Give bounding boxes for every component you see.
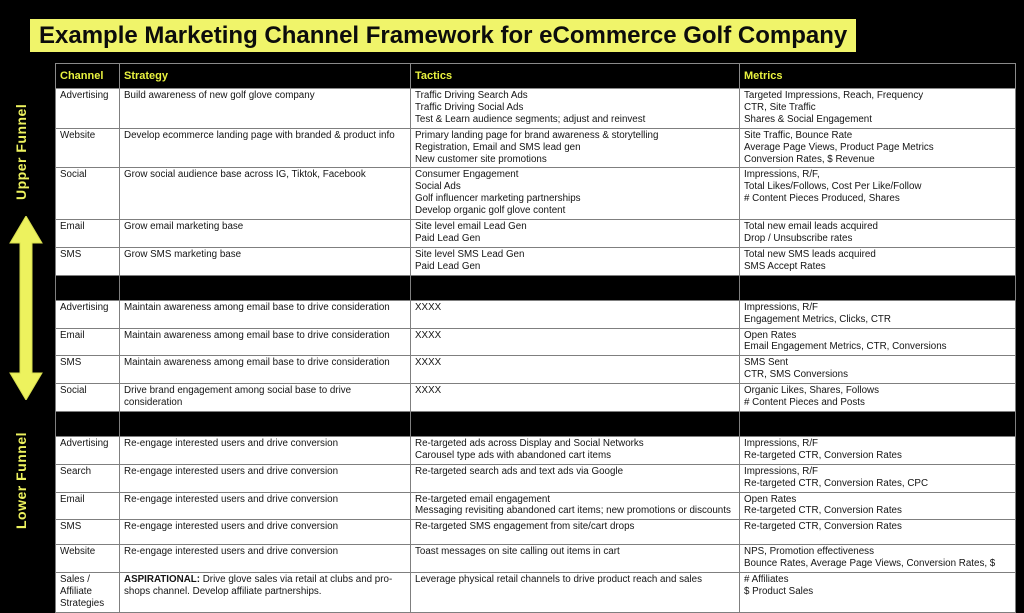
metrics-cell <box>740 545 1016 573</box>
metrics-cell <box>740 328 1016 356</box>
tactics-cell <box>411 384 740 412</box>
upper-funnel-row <box>56 220 1016 248</box>
cell-line: Paid Lead Gen <box>415 232 481 244</box>
channel-cell: SMS <box>56 520 120 545</box>
cell-line: Site Traffic, Bounce Rate <box>744 129 853 141</box>
strategy-cell: Re-engage interested users and drive conversion <box>120 436 411 464</box>
strategy-cell: Re-engage interested users and drive conversion <box>120 464 411 492</box>
tactics-cell <box>411 168 740 220</box>
cell-line: Traffic Driving Search Ads <box>415 90 528 101</box>
channel-cell: Email <box>56 328 120 356</box>
strategy-cell: Build awareness of new golf glove company <box>120 89 411 129</box>
cell-line: Develop organic golf glove content <box>415 205 566 217</box>
cell-line: SMS Sent <box>744 357 789 369</box>
cell-line: XXXX <box>415 329 442 341</box>
slide-title: Example Marketing Channel Framework for eCommerce Golf Company <box>30 19 856 52</box>
strategy-cell: Maintain awareness among email base to drive consideration <box>120 300 411 328</box>
channel-cell: Email <box>56 492 120 520</box>
cell-line: Drop / Unsubscribe rates <box>744 232 853 244</box>
upper-funnel-label: Upper Funnel <box>13 103 29 201</box>
mid-funnel-row <box>56 328 1016 356</box>
header-row <box>56 64 1016 89</box>
cell-line: Paid Lead Gen <box>415 260 481 272</box>
cell-line: XXXX <box>415 301 442 313</box>
column-header-tactics: Tactics <box>411 64 740 89</box>
upper-funnel-row <box>56 89 1016 129</box>
cell-line: Organic Likes, Shares, Follows <box>744 385 880 397</box>
cell-line: Shares & Social Engagement <box>744 113 872 125</box>
double-arrow-icon <box>9 216 43 400</box>
cell-line: Engagement Metrics, Clicks, CTR <box>744 313 891 325</box>
tactics-cell <box>411 356 740 384</box>
metrics-cell <box>740 168 1016 220</box>
lower-funnel-label: Lower Funnel <box>13 432 29 530</box>
cell-line: Traffic Driving Social Ads <box>415 101 524 113</box>
separator-cell <box>56 411 120 436</box>
cell-line: Impressions, R/F <box>744 301 819 313</box>
cell-line: Impressions, R/F <box>744 465 819 477</box>
channel-cell: Social <box>56 384 120 412</box>
metrics-cell <box>740 464 1016 492</box>
cell-line: Golf influencer marketing partnerships <box>415 193 581 205</box>
metrics-cell <box>740 128 1016 168</box>
lower-funnel-row <box>56 520 1016 545</box>
channel-cell: Sales / Affiliate Strategies <box>56 573 120 613</box>
cell-line: Impressions, R/F <box>744 437 819 449</box>
framework-table <box>55 63 1016 613</box>
cell-line: XXXX <box>415 357 442 369</box>
cell-line: Registration, Email and SMS lead gen <box>415 141 581 153</box>
cell-line: Re-targeted CTR, Conversion Rates <box>744 521 902 533</box>
cell-line: Re-targeted CTR, Conversion Rates <box>744 505 902 517</box>
lower-funnel-row <box>56 545 1016 573</box>
tactics-cell <box>411 128 740 168</box>
strategy-cell: Maintain awareness among email base to drive consideration <box>120 356 411 384</box>
section-separator-row <box>56 275 1016 300</box>
column-header-metrics: Metrics <box>740 64 1016 89</box>
tactics-cell <box>411 464 740 492</box>
cell-line: Re-targeted SMS engagement from site/cart drops <box>415 521 635 533</box>
upper-funnel-row <box>56 247 1016 275</box>
tactics-cell <box>411 573 740 613</box>
metrics-cell <box>740 436 1016 464</box>
cell-line: SMS Accept Rates <box>744 260 826 272</box>
strategy-cell: Maintain awareness among email base to drive consideration <box>120 328 411 356</box>
channel-cell: SMS <box>56 356 120 384</box>
separator-cell <box>411 411 740 436</box>
strategy-cell: Re-engage interested users and drive conversion <box>120 545 411 573</box>
channel-cell: Search <box>56 464 120 492</box>
channel-cell: Advertising <box>56 89 120 129</box>
upper-funnel-row <box>56 168 1016 220</box>
cell-line: Social Ads <box>415 181 461 193</box>
strategy-cell: Re-engage interested users and drive conversion <box>120 492 411 520</box>
cell-line: Total new SMS leads acquired <box>744 248 876 260</box>
lower-funnel-row <box>56 573 1016 613</box>
tactics-cell <box>411 436 740 464</box>
mid-funnel-row <box>56 384 1016 412</box>
metrics-cell <box>740 356 1016 384</box>
cell-line: Total new email leads acquired <box>744 221 878 233</box>
cell-line: Site level email Lead Gen <box>415 221 527 233</box>
lower-funnel-row <box>56 492 1016 520</box>
lower-funnel-row <box>56 436 1016 464</box>
cell-line: Average Page Views, Product Page Metrics <box>744 141 934 153</box>
cell-line: Test & Learn audience segments; adjust and reinvest <box>415 113 646 125</box>
mid-funnel-row <box>56 300 1016 328</box>
channel-cell: Social <box>56 168 120 220</box>
cell-line: # Affiliates <box>744 574 789 586</box>
metrics-cell <box>740 492 1016 520</box>
strategy-cell: Drive brand engagement among social base to drive consideration <box>120 384 411 412</box>
separator-cell <box>120 411 411 436</box>
cell-line: Re-targeted search ads and text ads via Google <box>415 465 624 477</box>
separator-cell <box>56 275 120 300</box>
cell-line: Site level SMS Lead Gen <box>415 248 525 260</box>
strategy-cell: Grow email marketing base <box>120 220 411 248</box>
cell-line: Targeted Impressions, Reach, Frequency <box>744 90 924 101</box>
metrics-cell <box>740 89 1016 129</box>
cell-line: Messaging revisiting abandoned cart items; new promotions or discounts <box>415 505 731 517</box>
tactics-cell <box>411 492 740 520</box>
strategy-cell: Grow social audience base across IG, Tiktok, Facebook <box>120 168 411 220</box>
cell-line: Primary landing page for brand awareness & storytelling <box>415 129 659 141</box>
strategy-cell: ASPIRATIONAL: Drive glove sales via retail at clubs and pro-shops channel. Develop affiliate partnerships. <box>120 573 411 613</box>
table-body <box>56 89 1016 613</box>
cell-line: CTR, SMS Conversions <box>744 369 848 381</box>
upper-funnel-row <box>56 128 1016 168</box>
table-header <box>56 64 1016 89</box>
tactics-cell <box>411 89 740 129</box>
cell-line: Impressions, R/F, <box>744 169 820 181</box>
channel-cell: Email <box>56 220 120 248</box>
channel-cell: Website <box>56 128 120 168</box>
lower-funnel-row <box>56 464 1016 492</box>
column-header-channel: Channel <box>56 64 120 89</box>
cell-line: Bounce Rates, Average Page Views, Conversion Rates, $ <box>744 558 996 570</box>
metrics-cell <box>740 247 1016 275</box>
channel-cell: Advertising <box>56 300 120 328</box>
strategy-bold-prefix: ASPIRATIONAL: <box>124 574 203 586</box>
metrics-cell <box>740 520 1016 545</box>
metrics-cell <box>740 384 1016 412</box>
tactics-cell <box>411 220 740 248</box>
cell-line: Consumer Engagement <box>415 169 519 181</box>
channel-cell: Advertising <box>56 436 120 464</box>
strategy-cell: Develop ecommerce landing page with branded & product info <box>120 128 411 168</box>
separator-cell <box>120 275 411 300</box>
separator-cell <box>740 275 1016 300</box>
tactics-cell <box>411 545 740 573</box>
channel-cell: SMS <box>56 247 120 275</box>
separator-cell <box>411 275 740 300</box>
cell-line: Toast messages on site calling out items in cart <box>415 546 620 558</box>
tactics-cell <box>411 520 740 545</box>
cell-line: Re-targeted ads across Display and Social Networks <box>415 437 644 449</box>
column-header-strategy: Strategy <box>120 64 411 89</box>
cell-line: Open Rates <box>744 329 797 341</box>
cell-line: $ Product Sales <box>744 586 814 598</box>
metrics-cell <box>740 300 1016 328</box>
strategy-cell: Re-engage interested users and drive conversion <box>120 520 411 545</box>
cell-line: Re-targeted CTR, Conversion Rates, CPC <box>744 477 929 489</box>
metrics-cell <box>740 220 1016 248</box>
cell-line: New customer site promotions <box>415 153 547 165</box>
separator-cell <box>740 411 1016 436</box>
cell-line: XXXX <box>415 385 442 397</box>
cell-line: Conversion Rates, $ Revenue <box>744 153 875 165</box>
cell-line: Email Engagement Metrics, CTR, Conversions <box>744 341 947 353</box>
strategy-cell: Grow SMS marketing base <box>120 247 411 275</box>
section-separator-row <box>56 411 1016 436</box>
metrics-cell <box>740 573 1016 613</box>
cell-line: Re-targeted email engagement <box>415 493 551 505</box>
cell-line: Leverage physical retail channels to drive product reach and sales <box>415 574 702 586</box>
tactics-cell <box>411 328 740 356</box>
cell-line: # Content Pieces Produced, Shares <box>744 193 900 205</box>
tactics-cell <box>411 247 740 275</box>
cell-line: Total Likes/Follows, Cost Per Like/Follow <box>744 181 922 193</box>
cell-line: Open Rates <box>744 493 797 505</box>
cell-line: CTR, Site Traffic <box>744 101 816 113</box>
mid-funnel-row <box>56 356 1016 384</box>
tactics-cell <box>411 300 740 328</box>
cell-line: Carousel type ads with abandoned cart items <box>415 449 612 461</box>
cell-line: NPS, Promotion effectiveness <box>744 546 874 558</box>
channel-cell: Website <box>56 545 120 573</box>
cell-line: # Content Pieces and Posts <box>744 397 865 409</box>
cell-line: Re-targeted CTR, Conversion Rates <box>744 449 902 461</box>
